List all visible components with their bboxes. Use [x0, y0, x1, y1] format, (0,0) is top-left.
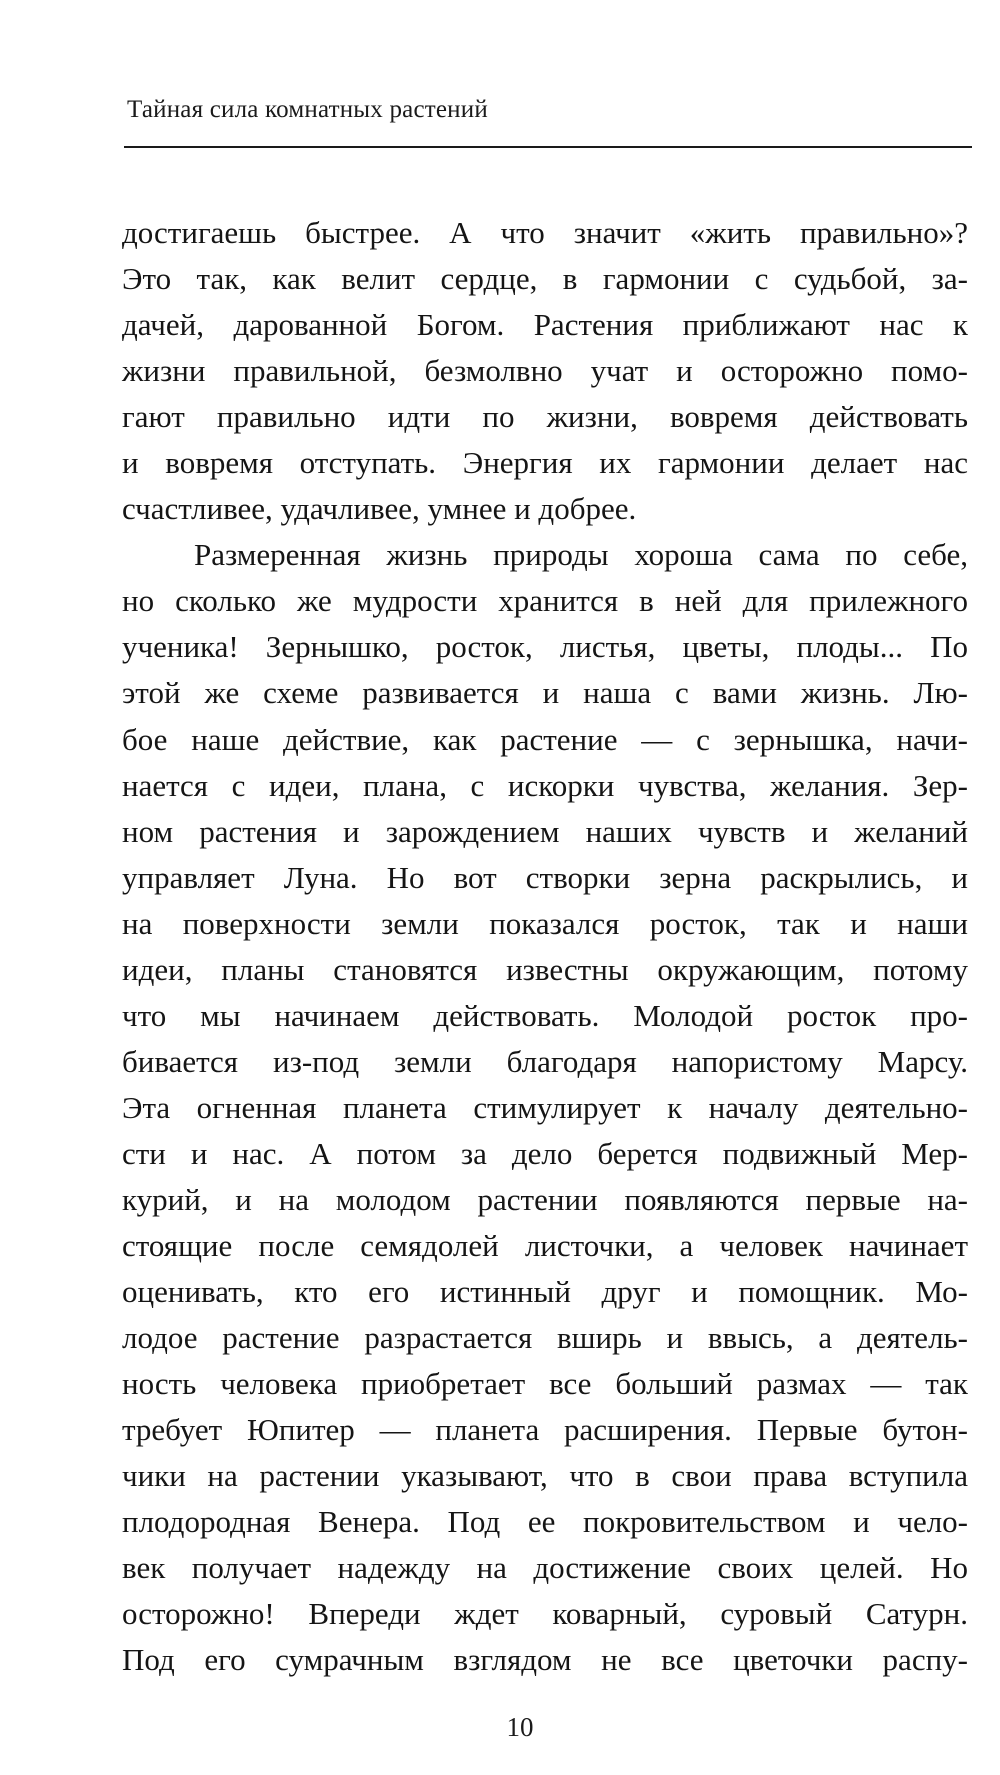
text-line: осторожно! Впереди ждет коварный, суровый Сатурн. [122, 1596, 968, 1632]
text-line: гают правильно идти по жизни, вовремя действовать [122, 399, 968, 435]
text-line: и вовремя отступать. Энергия их гармонии делает нас [122, 445, 968, 481]
text-line: Под его сумрачным взглядом не все цветочки распу- [122, 1642, 968, 1678]
text-line: лодое растение разрастается вширь и ввысь, а деятель- [122, 1320, 968, 1356]
text-line: ность человека приобретает все больший размах — так [122, 1366, 968, 1402]
running-head: Тайная сила комнатных растений [127, 96, 488, 123]
text-line: век получает надежду на достижение своих целей. Но [122, 1550, 968, 1586]
text-line: но сколько же мудрости хранится в ней для прилежного [122, 583, 968, 619]
page-number: 10 [506, 1712, 534, 1742]
text-line: ученика! Зернышко, росток, листья, цветы, плоды... По [122, 629, 968, 665]
text-line: что мы начинаем действовать. Молодой росток про- [122, 997, 968, 1033]
text-line: достигаешь быстрее. А что значит «жить правильно»? [122, 215, 968, 250]
text-line: стоящие после семядолей листочки, а человек начинает [122, 1228, 968, 1264]
text-line: курий, и на молодом растении появляются первые на- [122, 1181, 968, 1217]
text-line: на поверхности земли показался росток, так и наши [122, 905, 968, 941]
text-line: Это так, как велит сердце, в гармонии с судьбой, за- [122, 261, 968, 297]
header-rule [124, 146, 972, 148]
text-line: сти и нас. А потом за дело берется подвижный Мер- [122, 1135, 968, 1171]
text-line: Эта огненная планета стимулирует к началу деятельно- [122, 1089, 968, 1125]
text-line: этой же схеме развивается и наша с вами жизнь. Лю- [122, 675, 968, 711]
text-line: жизни правильной, безмолвно учат и осторожно помо- [122, 353, 968, 389]
text-line: оценивать, кто его истинный друг и помощник. Мо- [122, 1274, 968, 1310]
text-line: Размеренная жизнь природы хороша сама по себе, [194, 537, 968, 573]
text-line: нается с идеи, плана, с искорки чувства, желания. Зер- [122, 767, 968, 803]
text-line: управляет Луна. Но вот створки зерна раскрылись, и [122, 859, 968, 895]
text-line: счастливее, удачливее, умнее и добрее. [122, 491, 637, 527]
body-text [122, 210, 968, 1684]
text-line: бивается из-под земли благодаря напористому Марсу. [122, 1043, 968, 1079]
text-line: плодородная Венера. Под ее покровительством и чело- [122, 1504, 968, 1540]
text-line: бое наше действие, как растение — с зернышка, начи- [122, 721, 968, 757]
text-line: дачей, дарованной Богом. Растения приближают нас к [122, 307, 968, 343]
text-line: идеи, планы становятся известны окружающим, потому [122, 951, 968, 987]
text-line: чики на растении указывают, что в свои права вступила [122, 1458, 968, 1494]
text-line: требует Юпитер — планета расширения. Первые бутон- [122, 1412, 968, 1448]
text-line: ном растения и зарождением наших чувств и желаний [122, 813, 968, 849]
